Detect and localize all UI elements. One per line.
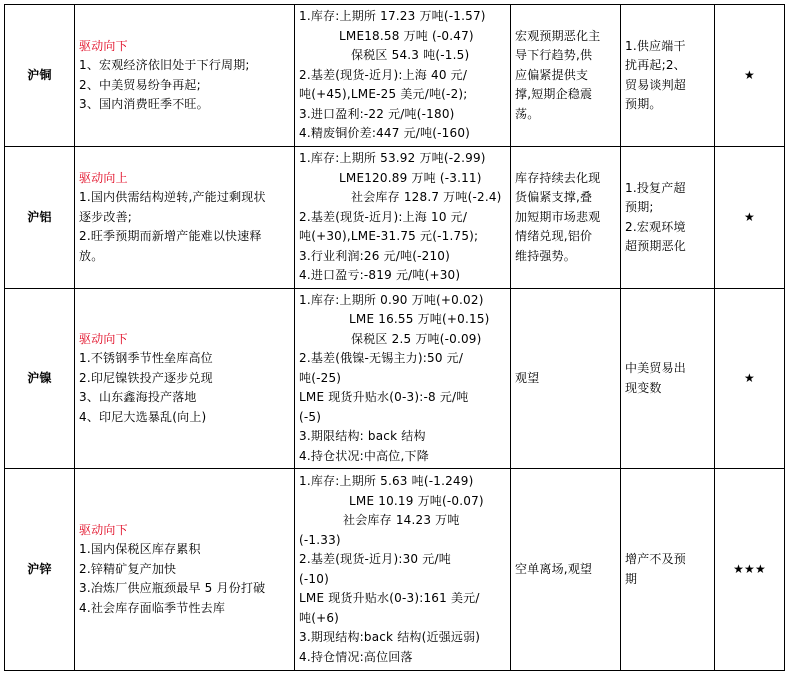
view-line: 撑,短期企稳震 (515, 87, 593, 102)
factor-item: 逐步改善; (79, 209, 133, 224)
table-row-nickel (5, 289, 785, 469)
risk-line: 扰再起;2、 (625, 58, 686, 72)
commodity-name: 沪铝 (5, 147, 75, 289)
data-line: LME 16.55 万吨(+0.15) (349, 312, 490, 327)
factor-item: 3、国内消费旺季不旺。 (79, 97, 209, 111)
data-line: 4.持仓情况:高位回落 (299, 649, 413, 664)
view-line: 情绪兑现,铝价 (515, 229, 593, 244)
drive-direction: 驱动向下 (79, 38, 128, 53)
view-cell (511, 147, 621, 289)
risk-line: 预期; (625, 200, 654, 214)
view-line: 应偏紧提供支 (515, 67, 589, 82)
factor-item: 4.社会库存面临季节性去库 (79, 600, 226, 615)
drivers-cell (75, 147, 295, 289)
view-cell (511, 5, 621, 147)
factor-item: 3、山东鑫海投产落地 (79, 390, 197, 405)
data-line: 3.期现结构:back 结构(近强远弱) (299, 630, 481, 644)
drivers-cell (75, 469, 295, 671)
data-line: 1.库存:上期所 17.23 万吨(-1.57) (299, 9, 486, 24)
view-line: 货偏紧支撑,叠 (515, 190, 593, 205)
data-line: 吨(-25) (299, 370, 342, 385)
rating-stars: ★★★ (715, 469, 785, 671)
risk-cell (621, 5, 715, 147)
data-line: 3.期限结构: back 结构 (299, 429, 426, 444)
view-line: 导下行趋势,供 (515, 48, 593, 63)
risk-line: 贸易谈判超 (625, 77, 687, 92)
drive-direction: 驱动向下 (79, 522, 128, 537)
view-line: 荡。 (515, 106, 540, 121)
data-line: LME120.89 万吨 (-3.11) (339, 170, 482, 185)
data-line: LME18.58 万吨 (-0.47) (339, 28, 474, 43)
factor-item: 1、宏观经济依旧处于下行周期; (79, 58, 250, 72)
factor-item: 1.国内供需结构逆转,产能过剩现状 (79, 190, 266, 205)
view-line: 观望 (515, 370, 540, 385)
data-line: 吨(+30),LME-31.75 元(-1.75); (299, 229, 479, 244)
factor-item: 2.印尼镍铁投产逐步兑现 (79, 370, 213, 385)
view-line: 加短期市场悲观 (515, 209, 601, 224)
data-line: 吨(+6) (299, 610, 340, 625)
factor-item: 2、中美贸易纷争再起; (79, 77, 201, 92)
view-line: 空单离场,观望 (515, 561, 593, 576)
view-line: 维持强势。 (515, 248, 577, 263)
risk-line: 预期。 (625, 97, 662, 111)
commodity-name: 沪锌 (5, 469, 75, 671)
data-line: 保税区 54.3 吨(-1.5) (351, 48, 470, 63)
data-line: 2.基差(现货-近月):30 元/吨 (299, 552, 451, 566)
risk-line: 中美贸易出 (625, 361, 687, 375)
commodity-table (4, 4, 785, 671)
data-line: 社会库存 14.23 万吨 (343, 513, 460, 527)
data-line: (-1.33) (299, 532, 341, 547)
drivers-cell (75, 289, 295, 469)
data-line: 3.行业利润:26 元/吨(-210) (299, 248, 451, 263)
data-line: LME 现货升贴水(0-3):161 美元/ (299, 591, 480, 605)
risk-line: 增产不及预 (625, 552, 687, 566)
data-line: 1.库存:上期所 0.90 万吨(+0.02) (299, 292, 484, 307)
data-line: 2.基差(俄镍-无锡主力):50 元/ (299, 351, 464, 366)
drive-direction: 驱动向下 (79, 331, 128, 346)
data-line: 保税区 2.5 万吨(-0.09) (351, 331, 482, 346)
commodity-name: 沪铜 (5, 5, 75, 147)
data-line: 3.进口盈利:-22 元/吨(-180) (299, 106, 455, 121)
factor-item: 1.国内保税区库存累积 (79, 542, 201, 557)
risk-line: 1.供应端干 (625, 38, 686, 53)
factor-item: 放。 (79, 248, 104, 263)
risk-line: 1.投复产超 (625, 180, 686, 195)
data-line: 2.基差(现货-近月):上海 40 元/ (299, 67, 468, 82)
view-cell (511, 289, 621, 469)
commodity-name: 沪镍 (5, 289, 75, 469)
data-cell (295, 469, 511, 671)
data-cell (295, 289, 511, 469)
data-line: 社会库存 128.7 万吨(-2.4) (351, 190, 502, 205)
data-line: 4.精废铜价差:447 元/吨(-160) (299, 126, 471, 141)
rating-stars: ★ (715, 5, 785, 147)
data-line: 1.库存:上期所 53.92 万吨(-2.99) (299, 151, 486, 166)
view-line: 宏观预期恶化主 (515, 28, 601, 43)
data-line: 4.进口盈亏:-819 元/吨(+30) (299, 268, 461, 283)
factor-item: 2.旺季预期而新增产能难以快速释 (79, 229, 262, 244)
view-cell (511, 469, 621, 671)
rating-stars: ★ (715, 147, 785, 289)
factor-item: 2.锌精矿复产加快 (79, 561, 177, 576)
factor-item: 3.冶炼厂供应瓶颈最早 5 月份打破 (79, 581, 266, 596)
data-line: 4.持仓状况:中高位,下降 (299, 448, 429, 463)
table-row-copper (5, 5, 785, 147)
risk-line: 超预期恶化 (625, 239, 687, 253)
view-line: 库存持续去化现 (515, 170, 601, 185)
data-line: 2.基差(现货-近月):上海 10 元/ (299, 209, 468, 224)
risk-cell (621, 289, 715, 469)
drivers-cell (75, 5, 295, 147)
factor-item: 1.不锈钢季节性垒库高位 (79, 351, 213, 366)
risk-line: 期 (625, 571, 638, 586)
data-line: (-10) (299, 571, 329, 586)
table-row-zinc (5, 469, 785, 671)
rating-stars: ★ (715, 289, 785, 469)
risk-cell (621, 147, 715, 289)
data-line: 吨(+45),LME-25 美元/吨(-2); (299, 87, 468, 102)
data-line: 1.库存:上期所 5.63 吨(-1.249) (299, 474, 474, 488)
risk-line: 现变数 (625, 380, 662, 395)
data-line: LME 10.19 万吨(-0.07) (349, 493, 484, 508)
data-line: LME 现货升贴水(0-3):-8 元/吨 (299, 390, 469, 405)
factor-item: 4、印尼大选暴乱(向上) (79, 409, 207, 424)
risk-cell (621, 469, 715, 671)
data-line: (-5) (299, 409, 322, 424)
drive-direction: 驱动向上 (79, 170, 128, 185)
data-cell (295, 147, 511, 289)
table-row-aluminum (5, 147, 785, 289)
risk-line: 2.宏观环境 (625, 219, 686, 234)
data-cell (295, 5, 511, 147)
